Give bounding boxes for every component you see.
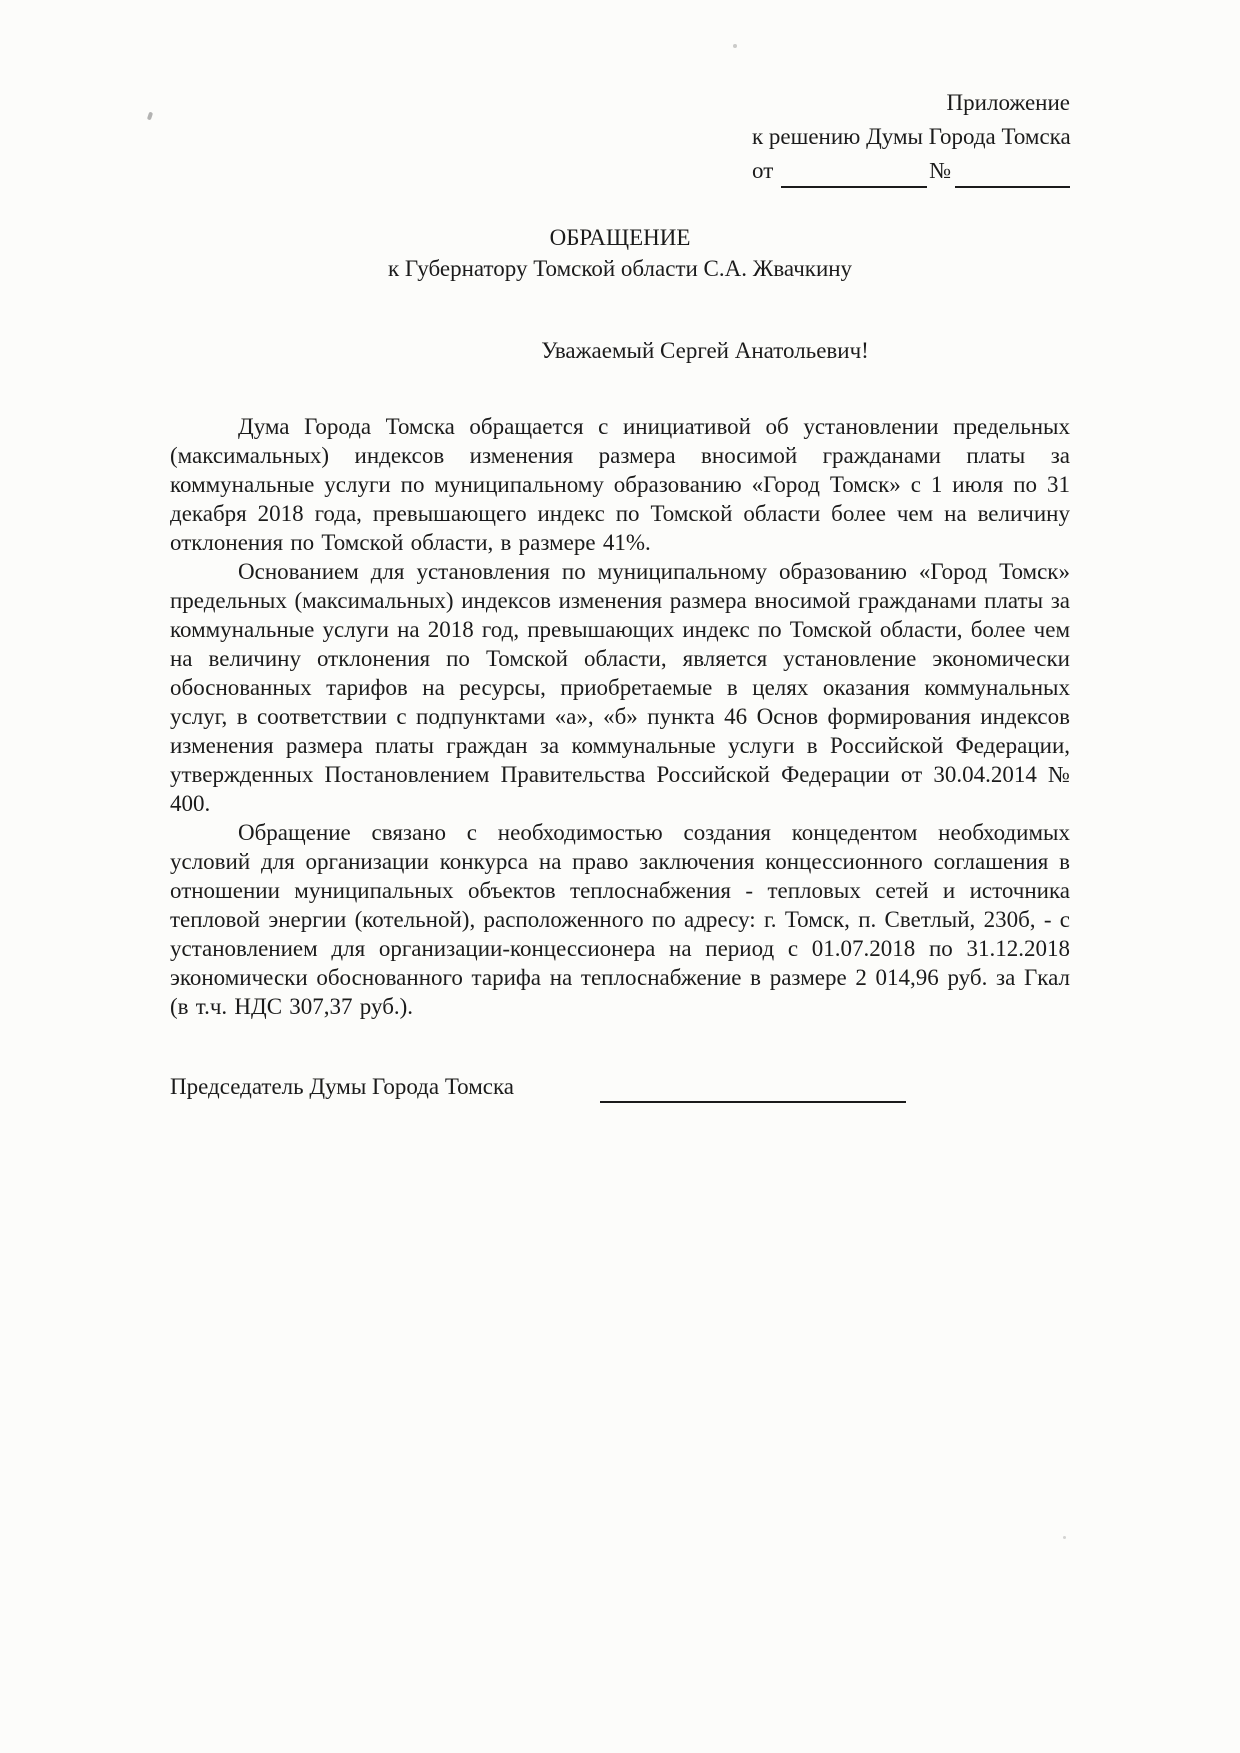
appendix-label: Приложение — [946, 90, 1070, 115]
paragraph: Основанием для установления по муниципальному образованию «Город Томск» предельных (максимальных) индексов изменения размера вносимой гражданами платы за коммунальные услуги на 2018 год, превышающих индекс по Томской области, более чем на величину отклонения по Томской области, является установление экономически обоснованных тарифов на ресурсы, приобретаемые в целях оказания коммунальных услуг, в соответствии с подпунктами «а», «б» пункта 46 Основ формирования индексов изменения размера платы граждан за коммунальные услуги в Российской Федерации, утвержденных Постановлением Правительства Российской Федерации от 30.04.2014 № 400. — [170, 559, 1070, 816]
salutation: Уважаемый Сергей Анатольевич! — [541, 338, 869, 363]
signature-blank-line — [600, 1077, 906, 1103]
scan-speck — [733, 44, 737, 48]
signature-title: Председатель Думы Города Томска — [170, 1074, 515, 1099]
date-number-row — [752, 154, 1070, 188]
document-addressee: к Губернатору Томской области С.А. Жвачкину — [387, 256, 853, 281]
document-header-block — [752, 86, 1070, 188]
decision-reference: к решению Думы Города Томска — [752, 124, 1071, 149]
letter-body — [170, 412, 1070, 1021]
date-label: от — [752, 158, 774, 183]
scan-speck — [147, 112, 153, 121]
number-blank-line — [955, 162, 1070, 188]
paragraph: Обращение связано с необходимостью создания концедентом необходимых условий для организации конкурса на право заключения концессионного соглашения в отношении муниципальных объектов теплоснабжения - тепловых сетей и источника тепловой энергии (котельной), расположенного по адресу: г. Томск, п. Светлый, 230б, - с установлением для организации-концессионера на период с 01.07.2018 по 31.12.2018 экономически обоснованного тарифа на теплоснабжение в размере 2 014,96 руб. за Гкал (в т.ч. НДС 307,37 руб.). — [170, 820, 1070, 1019]
document-title-block — [0, 222, 1240, 284]
signature-block — [170, 1072, 1070, 1101]
paragraph: Дума Города Томска обращается с инициативой об установлении предельных (максимальных) индексов изменения размера вносимой гражданами платы за коммунальные услуги по муниципальному образованию «Город Томск» с 1 июля по 31 декабря 2018 года, превышающего индекс по Томской области более чем на величину отклонения по Томской области, в размере 41%. — [170, 414, 1070, 555]
number-label: № — [929, 158, 952, 183]
document-title: ОБРАЩЕНИЕ — [549, 225, 691, 250]
scan-speck — [1063, 1536, 1066, 1539]
date-blank-line — [781, 162, 927, 188]
